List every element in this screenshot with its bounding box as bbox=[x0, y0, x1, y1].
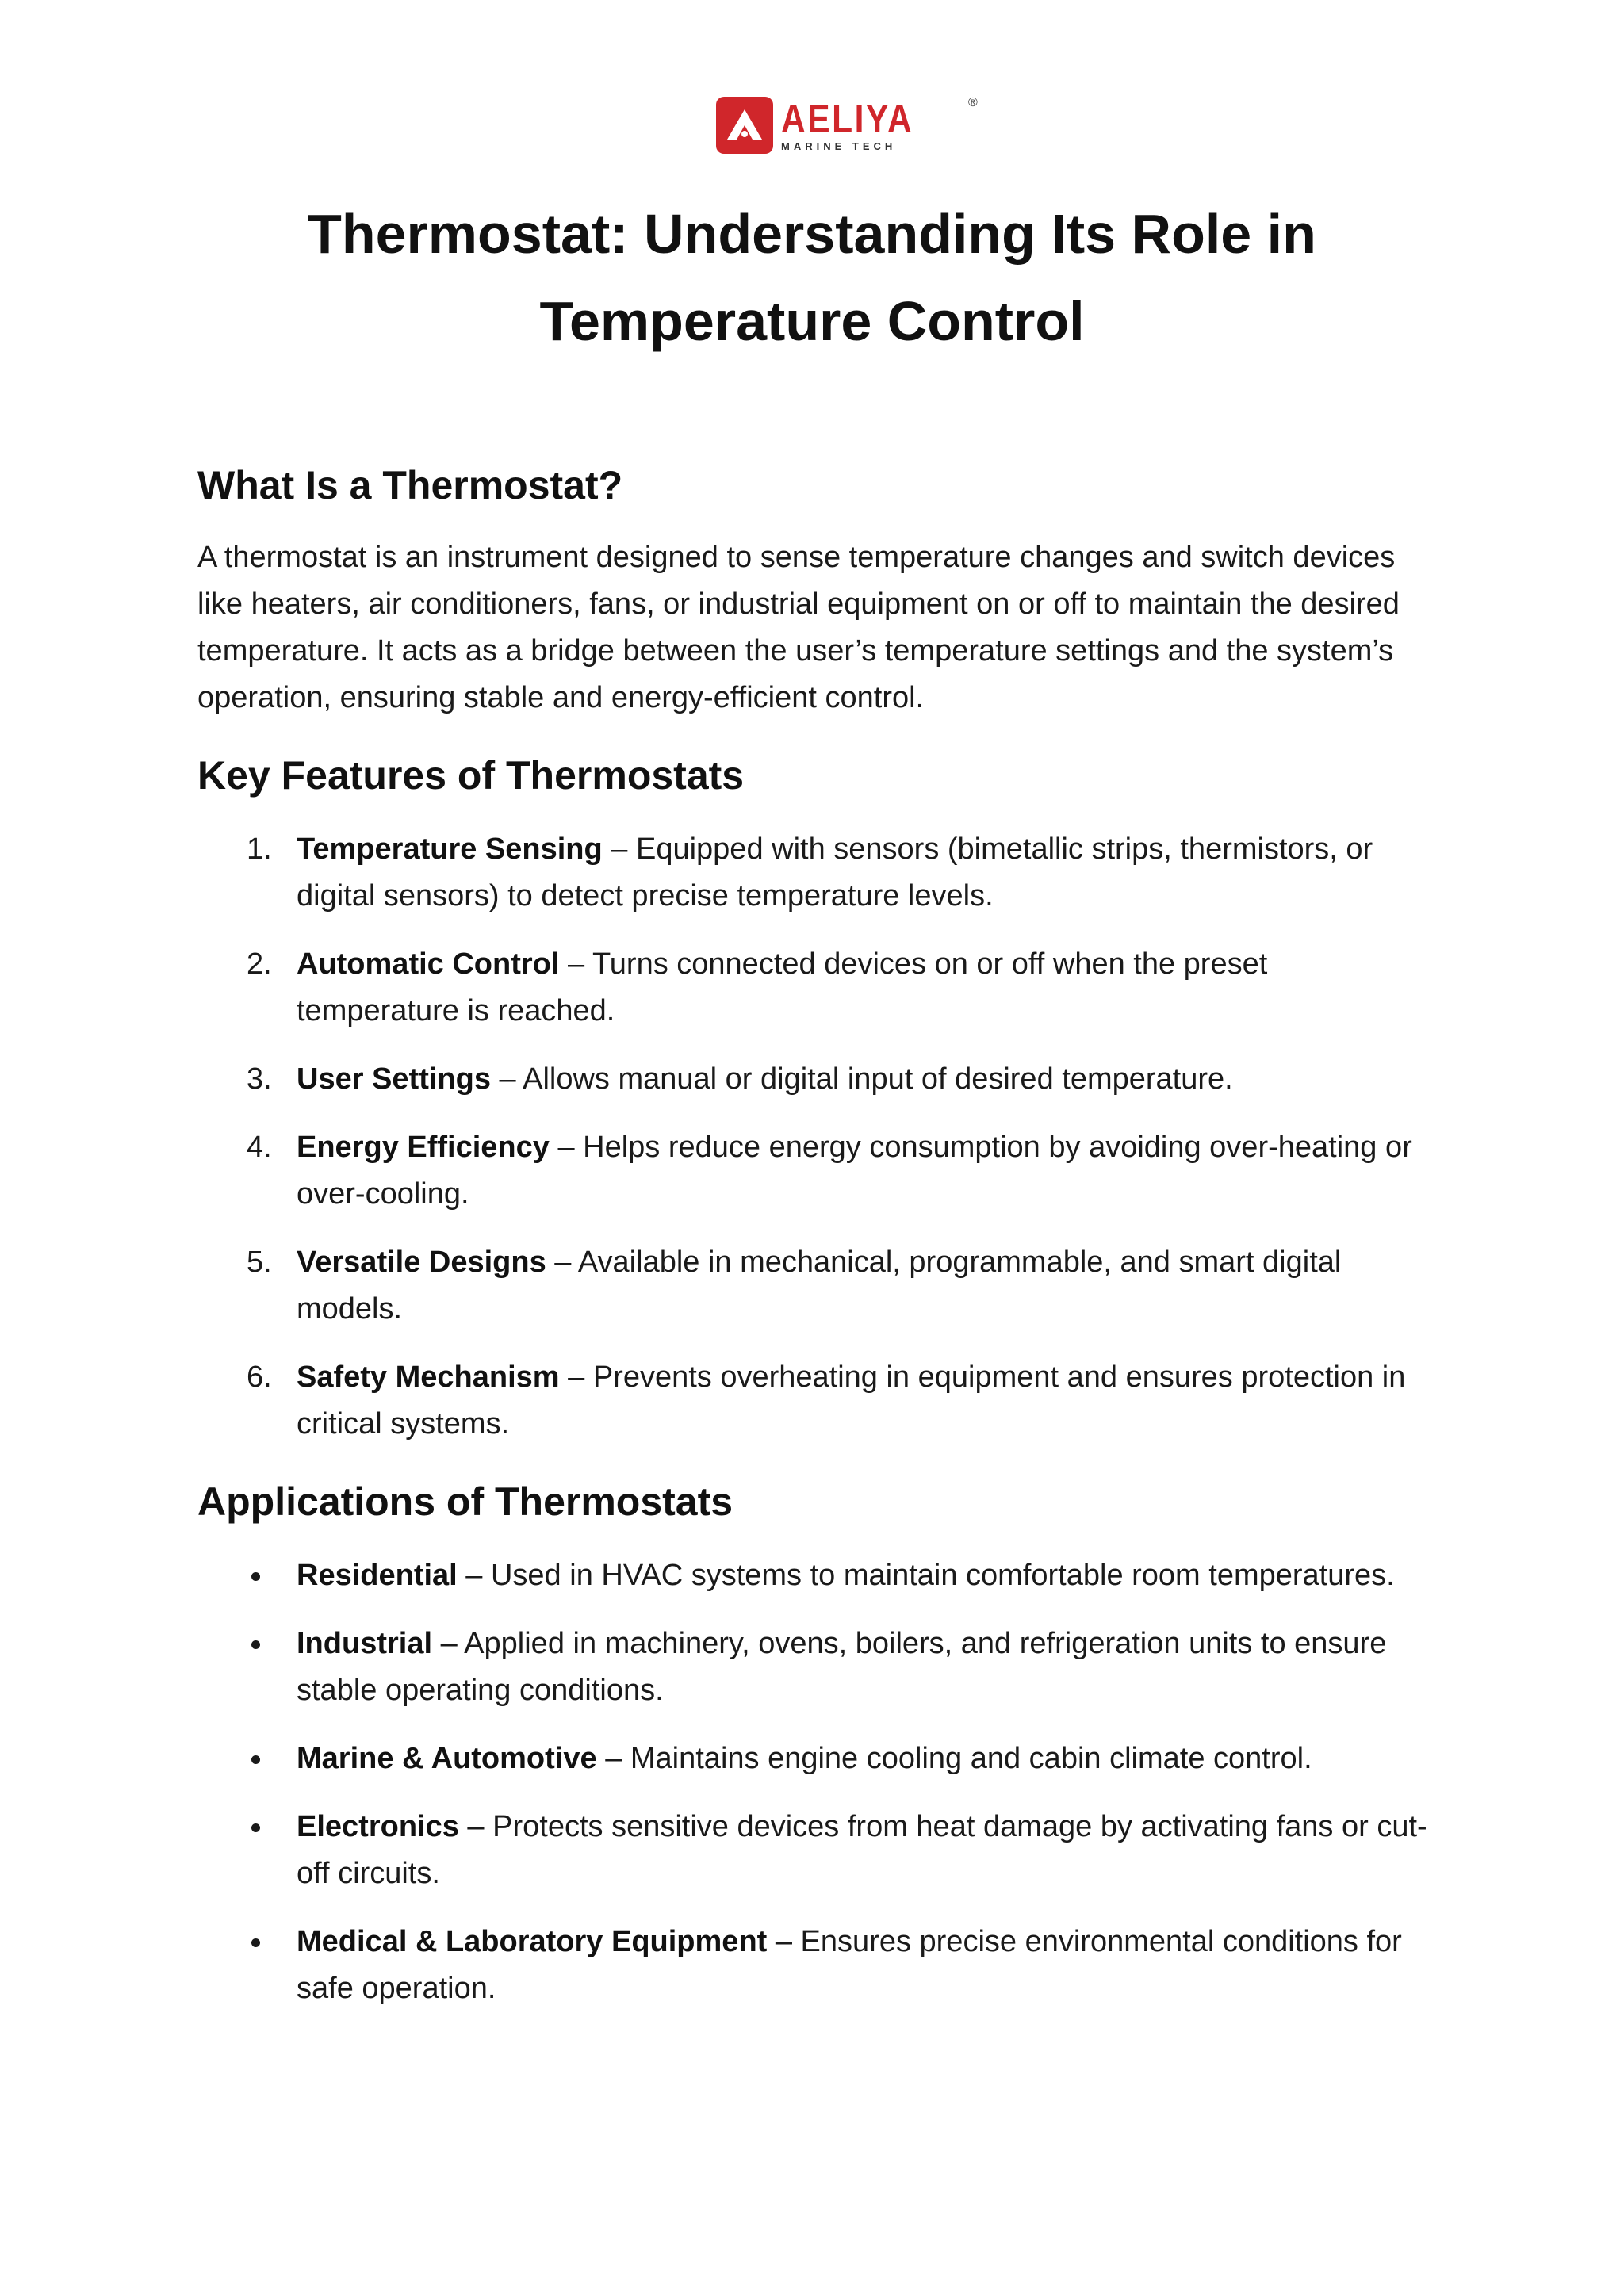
list-item-description: – Prevents overheating in equipment and ensures protection in critical systems. bbox=[297, 1360, 1406, 1441]
list-number: 1. bbox=[247, 832, 272, 866]
list-item bbox=[197, 1239, 1434, 1333]
applications-list bbox=[197, 1552, 1434, 2012]
list-item bbox=[197, 1124, 1434, 1218]
registered-mark: ® bbox=[968, 95, 978, 109]
list-item-description: – Available in mechanical, programmable, and smart digital models. bbox=[297, 1246, 1342, 1326]
list-item-term: Automatic Control bbox=[297, 947, 560, 981]
list-item-description: – Helps reduce energy consumption by avoiding over-heating or over-cooling. bbox=[297, 1131, 1412, 1211]
bullet-icon bbox=[251, 1572, 260, 1581]
bullet-icon bbox=[251, 1823, 260, 1832]
list-item-description: – Maintains engine cooling and cabin climate control. bbox=[596, 1742, 1312, 1775]
list-number: 4. bbox=[247, 1131, 272, 1164]
list-item-term: Marine & Automotive bbox=[297, 1742, 597, 1775]
list-number: 3. bbox=[247, 1062, 272, 1096]
list-item-term: Energy Efficiency bbox=[297, 1131, 550, 1164]
section-paragraph-what-is: A thermostat is an instrument designed to sense temperature changes and switch devices like heaters, air conditioners, fans, or industrial equipment on or off to maintain the desired temperature. It acts as a bridge between the user’s temperature settings and the system’s operation, ensuring stable and energy-efficient control. bbox=[197, 541, 1400, 714]
list-item bbox=[197, 941, 1434, 1035]
bullet-icon bbox=[251, 1755, 260, 1764]
list-item-description: – Equipped with sensors (bimetallic strips, thermistors, or digital sensors) to detect precise temperature levels. bbox=[297, 832, 1373, 913]
bullet-icon bbox=[251, 1640, 260, 1649]
section-heading-applications: Applications of Thermostats bbox=[197, 1479, 733, 1524]
section-heading-what-is: What Is a Thermostat? bbox=[197, 463, 623, 507]
brand-logo bbox=[716, 95, 978, 154]
list-item bbox=[197, 1919, 1434, 2012]
list-item-description: – Turns connected devices on or off when the preset temperature is reached. bbox=[297, 947, 1268, 1027]
list-item bbox=[197, 1804, 1434, 1897]
list-number: 2. bbox=[247, 947, 272, 981]
section-heading-features: Key Features of Thermostats bbox=[197, 753, 745, 798]
list-item-description: – Applied in machinery, ovens, boilers, and refrigeration units to ensure stable operating conditions. bbox=[297, 1627, 1387, 1707]
list-item bbox=[197, 1552, 1434, 1599]
list-item-term: Temperature Sensing bbox=[297, 832, 603, 866]
logo-name: AELIYA bbox=[781, 96, 914, 141]
list-item-term: Electronics bbox=[297, 1810, 459, 1843]
logo-text bbox=[781, 95, 978, 152]
logo-tagline: MARINE TECH bbox=[781, 140, 897, 152]
list-item bbox=[197, 1621, 1434, 1714]
list-item bbox=[197, 1056, 1434, 1103]
list-number: 5. bbox=[247, 1246, 272, 1279]
list-item bbox=[197, 1354, 1434, 1448]
document-body bbox=[197, 458, 1434, 2012]
list-number: 6. bbox=[247, 1360, 272, 1394]
list-item-term: User Settings bbox=[297, 1062, 491, 1096]
list-item-description: – Used in HVAC systems to maintain comfortable room temperatures. bbox=[457, 1559, 1395, 1592]
list-item-term: Medical & Laboratory Equipment bbox=[297, 1925, 768, 1958]
list-item-description: – Protects sensitive devices from heat damage by activating fans or cut-off circuits. bbox=[297, 1810, 1427, 1890]
logo-mark-icon bbox=[716, 97, 773, 154]
page-title: Thermostat: Understanding Its Role in Temperature Control bbox=[308, 203, 1316, 352]
list-item-term: Residential bbox=[297, 1559, 458, 1592]
list-item-term: Versatile Designs bbox=[297, 1246, 546, 1279]
list-item bbox=[197, 1735, 1434, 1782]
list-item-description: – Ensures precise environmental conditions for safe operation. bbox=[297, 1925, 1402, 2005]
list-item-term: Industrial bbox=[297, 1627, 433, 1660]
list-item-term: Safety Mechanism bbox=[297, 1360, 560, 1394]
features-list bbox=[197, 826, 1434, 1448]
bullet-icon bbox=[251, 1938, 260, 1947]
list-item bbox=[197, 826, 1434, 920]
list-item-description: – Allows manual or digital input of desired temperature. bbox=[490, 1062, 1233, 1096]
